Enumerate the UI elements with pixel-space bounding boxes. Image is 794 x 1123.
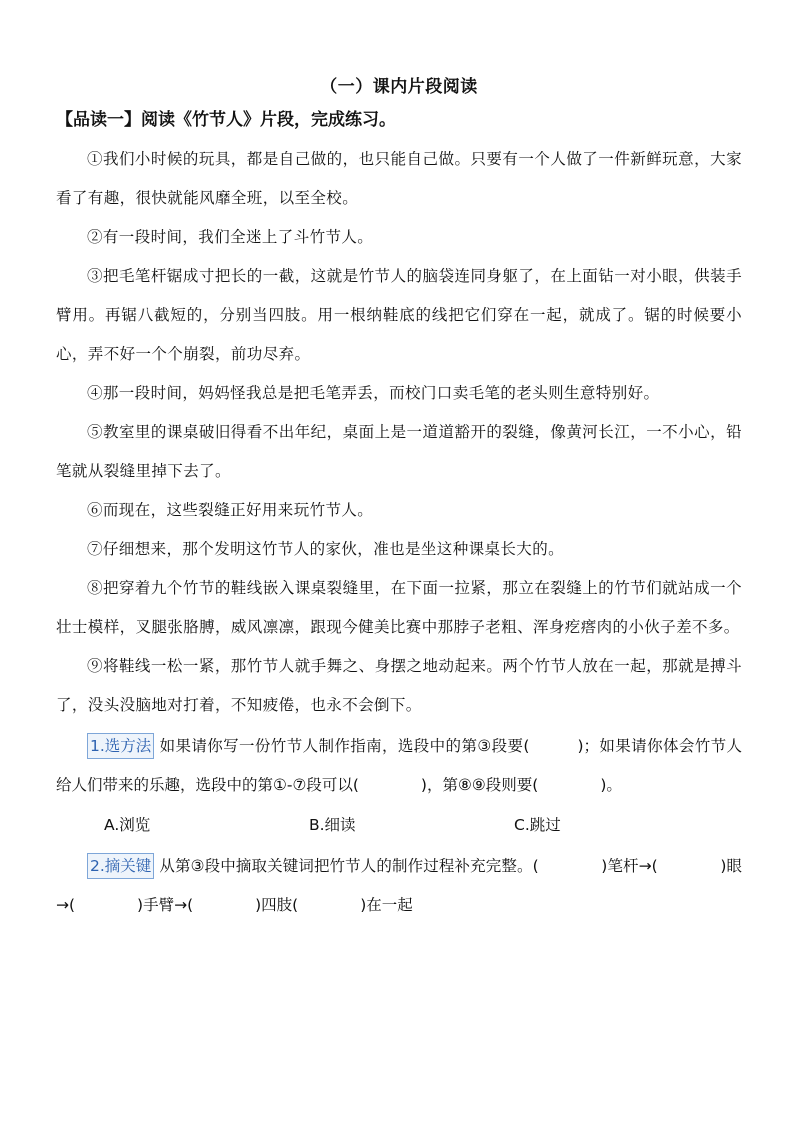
paragraph-1: ①我们小时候的玩具，都是自己做的，也只能自己做。只要有一个人做了一件新鲜玩意，大家看了有趣，很快就能风靡全班，以至全校。: [56, 150, 742, 207]
question-1: [56, 727, 742, 805]
question-2-text: 从第③段中摘取关键词把竹节人的制作过程补充完整。( )笔杆→( )眼→( )手臂→( )四肢( )在一起: [56, 857, 742, 914]
worksheet-page: [56, 60, 742, 925]
paragraph-6: ⑥而现在，这些裂缝正好用来玩竹节人。: [87, 501, 374, 519]
section-title: （一）课内片段阅读: [320, 77, 478, 97]
paragraph-9: ⑨将鞋线一松一紧，那竹节人就手舞之、身摆之地动起来。两个竹节人放在一起，那就是搏斗了，没头没脑地对打着，不知疲倦，也永不会倒下。: [56, 657, 742, 714]
paragraph-2: ②有一段时间，我们全迷上了斗竹节人。: [87, 228, 374, 246]
option-c[interactable]: C.跳过: [514, 816, 561, 834]
paragraph-3: ③把毛笔杆锯成寸把长的一截，这就是竹节人的脑袋连同身躯了，在上面钻一对小眼，供装手臂用。再锯八截短的，分别当四肢。用一根纳鞋底的线把它们穿在一起，就成了。锯的时候要小心，弄不好一个个崩裂，前功尽弃。: [56, 267, 742, 363]
reading-instruction: 【品读一】阅读《竹节人》片段，完成练习。: [56, 110, 396, 130]
paragraph-5: ⑤教室里的课桌破旧得看不出年纪，桌面上是一道道豁开的裂缝，像黄河长江，一不小心，铅笔就从裂缝里掉下去了。: [56, 423, 742, 480]
paragraph-4: ④那一段时间，妈妈怪我总是把毛笔弄丢，而校门口卖毛笔的老头则生意特别好。: [87, 384, 660, 402]
question-2: [56, 847, 742, 925]
paragraph-7: ⑦仔细想来，那个发明这竹节人的家伙，准也是坐这种课桌长大的。: [87, 540, 565, 558]
question-1-options: [56, 805, 742, 845]
option-a[interactable]: A.浏览: [104, 816, 151, 834]
question-2-tag: 2.摘关键: [87, 853, 154, 879]
question-1-text: 如果请你写一份竹节人制作指南，选段中的第③段要( )；如果请你体会竹节人给人们带来的乐趣，选段中的第①-⑦段可以( )，第⑧⑨段则要( )。: [56, 737, 742, 794]
question-1-tag: 1.选方法: [87, 733, 154, 759]
option-b[interactable]: B.细读: [309, 816, 356, 834]
paragraph-8: ⑧把穿着九个竹节的鞋线嵌入课桌裂缝里，在下面一拉紧，那立在裂缝上的竹节们就站成一个壮士模样，叉腿张胳膊，威风凛凛，跟现今健美比赛中那脖子老粗、浑身疙瘩肉的小伙子差不多。: [56, 579, 742, 636]
